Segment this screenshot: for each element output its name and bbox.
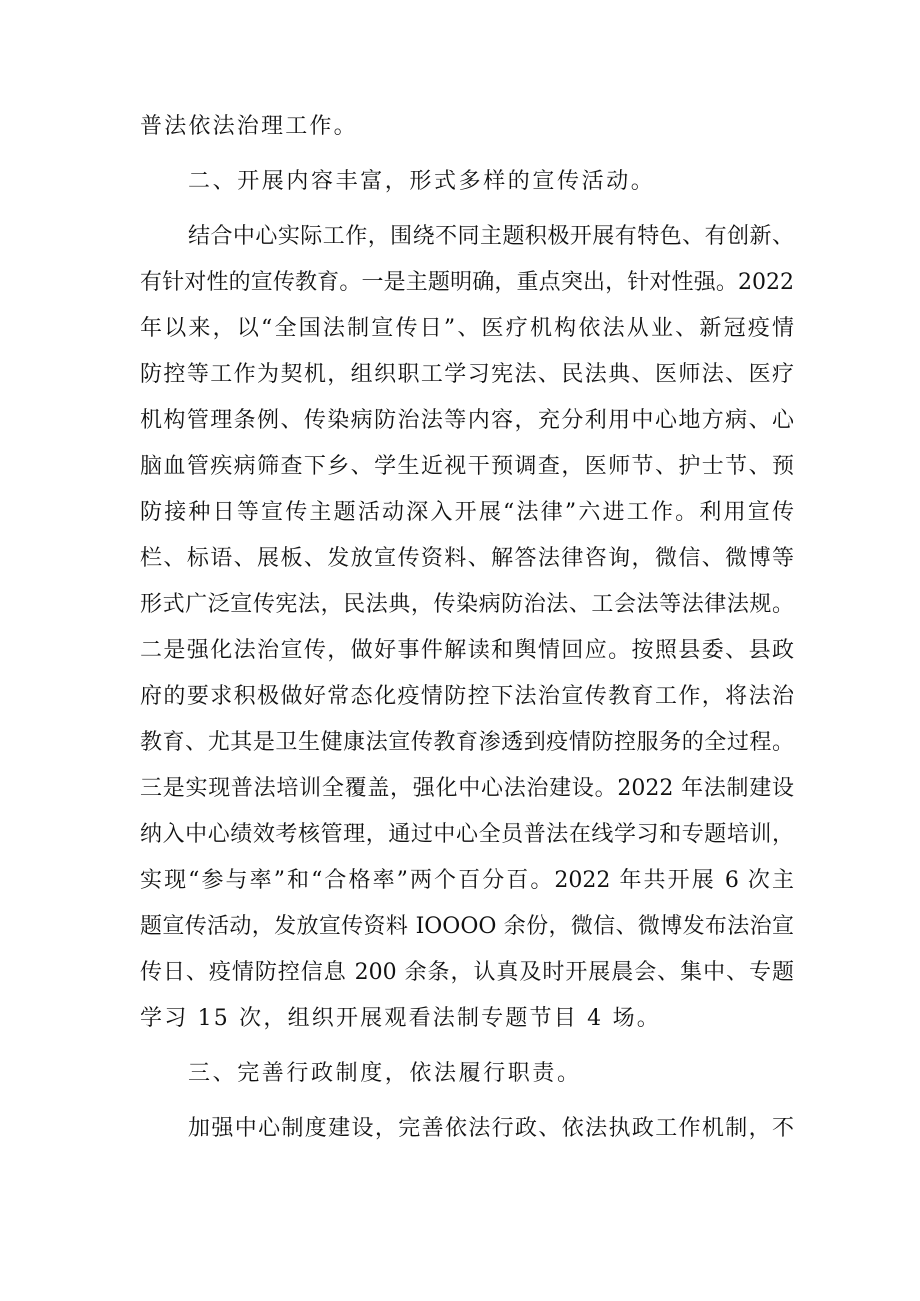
paragraph-continuation-line: 普法依法治理工作。 — [140, 114, 358, 139]
paragraph-line: 防控等工作为契机，组织职工学习宪法、民法典、医师法、医疗 — [140, 362, 794, 387]
paragraph-line: 栏、标语、展板、发放宣传资料、解答法律咨询，微信、微博等 — [140, 546, 794, 571]
paragraph-line: 结合中心实际工作，围绕不同主题积极开展有特色、有创新、 — [188, 224, 794, 249]
paragraph-line: 三是实现普法培训全覆盖，强化中心法治建设。2022 年法制建设 — [140, 776, 794, 801]
paragraph-line: 加强中心制度建设，完善依法行政、依法执政工作机制，不 — [188, 1116, 794, 1141]
paragraph-line: 传日、疫情防控信息 200 余条，认真及时开展晨会、集中、专题 — [140, 960, 794, 985]
paragraph-line: 机构管理条例、传染病防治法等内容，充分利用中心地方病、心 — [140, 408, 794, 433]
paragraph-line: 有针对性的宣传教育。一是主题明确，重点突出，针对性强。2022 — [140, 270, 794, 295]
paragraph-line: 实现“参与率”和“合格率”两个百分百。2022 年共开展 6 次主 — [140, 868, 794, 893]
paragraph-line: 形式广泛宣传宪法，民法典，传染病防治法、工会法等法律法规。 — [140, 592, 794, 617]
paragraph-line: 年以来，以“全国法制宣传日”、医疗机构依法从业、新冠疫情 — [140, 316, 794, 341]
paragraph-line: 纳入中心绩效考核管理，通过中心全员普法在线学习和专题培训， — [140, 822, 794, 847]
section-heading-2: 二、开展内容丰富，形式多样的宣传活动。 — [188, 169, 656, 194]
paragraph-line: 府的要求积极做好常态化疫情防控下法治宣传教育工作，将法治 — [140, 684, 794, 709]
paragraph-last-line: 学习 15 次，组织开展观看法制专题节目 4 场。 — [140, 1006, 661, 1031]
paragraph-line: 脑血管疾病筛查下乡、学生近视干预调查，医师节、护士节、预 — [140, 454, 794, 479]
paragraph-line: 二是强化法治宣传，做好事件解读和舆情回应。按照县委、县政 — [140, 638, 794, 663]
paragraph-line: 题宣传活动，发放宣传资料 IOOOO 余份，微信、微博发布法治宣 — [140, 914, 794, 939]
paragraph-line: 教育、尤其是卫生健康法宣传教育渗透到疫情防控服务的全过程。 — [140, 730, 794, 755]
section-heading-3: 三、完善行政制度，依法履行职责。 — [188, 1061, 582, 1086]
paragraph-line: 防接种日等宣传主题活动深入开展“法律”六进工作。利用宣传 — [140, 500, 794, 525]
